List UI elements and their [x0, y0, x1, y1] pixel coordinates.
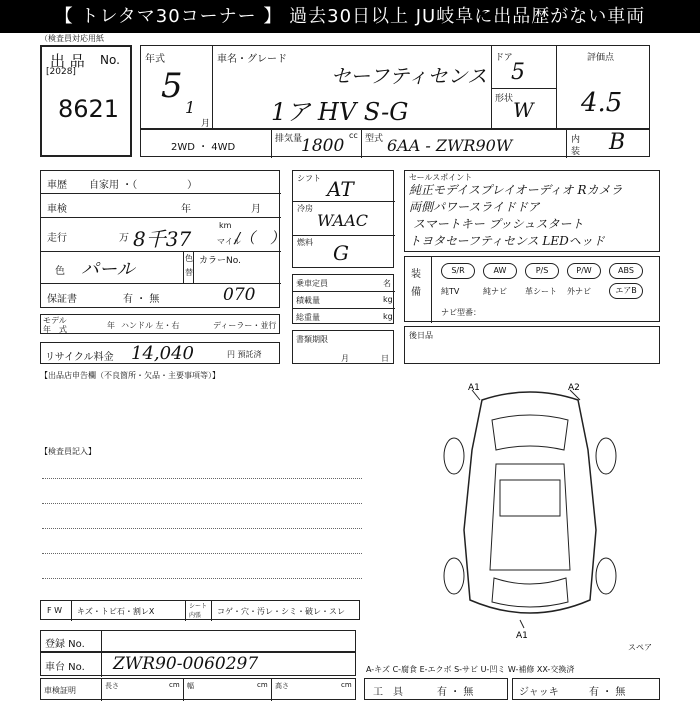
- inspection-label: 車検: [47, 204, 67, 215]
- interior-label-2: 装: [571, 147, 581, 157]
- history-label: 車歴: [47, 180, 67, 191]
- mileage-unit-mile: マイル: [217, 237, 241, 246]
- color-change-1: 色: [185, 254, 193, 263]
- shift-value: AT: [327, 177, 354, 201]
- type-label: 型式: [365, 134, 384, 144]
- rear-seat-label: 後日品: [409, 331, 433, 340]
- spec-row: [140, 129, 650, 157]
- year-label: 年式: [145, 54, 165, 65]
- model-year-handle: ハンドル 左・右: [121, 321, 180, 330]
- recycle-label: リサイクル料金: [45, 352, 114, 363]
- body-shape-value: W: [513, 98, 534, 122]
- model-year-row: [40, 314, 280, 334]
- color-value: パール: [81, 259, 135, 280]
- capacity-unit: 名: [383, 279, 391, 288]
- diagram-spare: スペア: [628, 643, 652, 652]
- sales-point-line-2: 両側パワースライドドア: [409, 200, 540, 214]
- jack-value: 有 ・ 無: [589, 687, 626, 698]
- sales-point: [404, 170, 660, 252]
- equip-airbag: エアB: [609, 283, 643, 299]
- displacement-value: 1800: [301, 136, 345, 156]
- lot-label: 出 品: [50, 52, 85, 70]
- diagram-a1-left: A1: [468, 383, 480, 393]
- mileage-man: 万: [119, 233, 129, 244]
- diagram-a1-bottom: A1: [516, 631, 528, 640]
- stain-items: コゲ・穴・汚レ・シミ・破レ・スレ: [217, 607, 345, 616]
- mileage-unit-km: km: [219, 221, 232, 230]
- model-label: 車名・グレード: [217, 54, 287, 65]
- color-no-value: 070: [223, 285, 256, 305]
- lot-number: 8621: [58, 95, 120, 123]
- recycle-unit: 円 預託済: [227, 350, 262, 359]
- dims-label: 車検証明: [44, 686, 76, 695]
- interior-label-1: 内: [571, 135, 581, 145]
- score-value: 4.5: [581, 88, 623, 118]
- sales-point-line-3: スマートキー プッシュスタート: [413, 217, 584, 231]
- gross-label: 総重量: [296, 313, 320, 322]
- sheet-label-2: 内張: [189, 612, 202, 619]
- doc-period-unit: 月: [341, 354, 349, 363]
- tools-label: 工 具: [373, 687, 403, 698]
- car-diagram: [420, 380, 640, 640]
- header-note: （検査員対応用紙: [40, 34, 104, 43]
- damage-row: [40, 600, 360, 620]
- fuel-value: G: [333, 241, 349, 265]
- model-grade: 1ア HV S-G: [271, 98, 409, 126]
- dims-l-unit: cm: [169, 681, 180, 689]
- registration-note: 【出品店申告欄（不良箇所・欠品・主要事項等）】: [40, 371, 220, 380]
- chassis-label: 車台 No.: [45, 662, 85, 673]
- lot-no-label: No.: [100, 53, 120, 67]
- load-label: 積載量: [296, 296, 320, 305]
- sales-point-line-4: トヨタセーフティセンス LEDヘッド: [409, 234, 605, 248]
- doc-period-day: 日: [381, 354, 389, 363]
- interior-value: B: [609, 130, 626, 155]
- capacity-label: 乗車定員: [296, 279, 328, 288]
- inspection-month: 月: [251, 204, 261, 215]
- recycle-value: 14,040: [131, 343, 194, 364]
- damage-legend: A-キズ C-腐食 E-エクボ S-サビ U-凹ミ W-補修 XX-交換済: [366, 665, 575, 674]
- sales-point-line-1: 純正モデイスプレイオーディオ Rカメラ: [409, 183, 623, 197]
- equip-ext-navi: 外ナビ: [567, 287, 591, 296]
- displacement-unit: cc: [349, 131, 358, 140]
- model-year-dealer: ディーラー・並行: [213, 321, 277, 330]
- fw-label: F W: [47, 606, 63, 615]
- chassis-row: [40, 652, 356, 676]
- equip-leather: 革シート: [525, 287, 557, 296]
- ac-value: WAAC: [317, 211, 368, 230]
- mileage-value: 8千37: [133, 227, 192, 251]
- equip-navi: 純ナビ: [483, 287, 507, 296]
- recycle-row: [40, 342, 280, 364]
- color-label: 色: [55, 266, 65, 277]
- year-value: 5: [161, 66, 183, 106]
- equip-pw: P/W: [567, 263, 601, 279]
- model-year-label-1: モデル: [43, 316, 67, 325]
- tools-box: [364, 678, 508, 700]
- damage-items: キズ・トビ石・割レX: [77, 607, 155, 616]
- doors-label: ドア: [495, 53, 513, 63]
- reg-no-row: [40, 630, 356, 652]
- rear-seat: [404, 326, 660, 364]
- dims-row: [40, 678, 356, 700]
- equip-abs: ABS: [609, 263, 643, 279]
- header-row: [140, 45, 650, 129]
- history-value: 自家用 ・（ ）: [89, 180, 198, 191]
- lot-stamp: [2028]: [46, 67, 76, 77]
- year-month: 1: [185, 98, 196, 117]
- warranty-label: 保証書: [47, 294, 77, 305]
- equip-ps: P/S: [525, 263, 559, 279]
- load-unit: kg: [383, 295, 393, 304]
- displacement-label: 排気量: [275, 134, 303, 144]
- drive-type: 2WD ・ 4WD: [171, 142, 236, 153]
- doors-value: 5: [511, 60, 525, 85]
- lot-box: [40, 45, 132, 157]
- chassis-value: ZWR90-0060297: [113, 654, 259, 674]
- doc-period: [292, 330, 394, 364]
- reg-no-label: 登録 No.: [45, 639, 85, 650]
- mid-table: [292, 170, 394, 268]
- color-change-2: 替: [185, 268, 193, 277]
- equip-sr: S/R: [441, 263, 475, 279]
- equipment-label-2: 備: [411, 287, 421, 298]
- dims-w-unit: cm: [257, 681, 268, 689]
- sales-point-label: セールスポイント: [409, 173, 473, 182]
- shift-label: シフト: [297, 174, 321, 183]
- color-no-label: カラーNo.: [199, 256, 241, 266]
- dims-h: 高さ: [275, 682, 289, 690]
- model-name: セーフティセンス: [331, 64, 487, 88]
- inspection-year: 年: [181, 204, 191, 215]
- dims-l: 長さ: [105, 682, 119, 690]
- equipment-label-1: 装: [411, 269, 421, 280]
- equipment: [404, 256, 660, 322]
- ac-label: 冷房: [297, 204, 313, 213]
- doc-period-label: 書類期限: [296, 335, 328, 344]
- jack-label: ジャッキ: [519, 687, 559, 698]
- jack-box: [512, 678, 660, 700]
- dims-w: 幅: [187, 682, 194, 690]
- inspector-note: 【検査員記入】: [40, 447, 96, 456]
- model-year-year: 年: [107, 321, 115, 330]
- sheet-label-1: シート: [189, 603, 208, 610]
- type-value: 6AA - ZWR90W: [387, 136, 513, 155]
- body-shape-label: 形状: [495, 94, 514, 104]
- page-banner: 【 トレタマ30コーナー 】 過去30日以上 JU岐阜に出品歴がない車両: [0, 0, 700, 33]
- dims-h-unit: cm: [341, 681, 352, 689]
- info-table: [40, 170, 286, 308]
- weight-table: [292, 274, 394, 324]
- year-month-unit: 月: [201, 119, 211, 129]
- model-year-label-2: 年 式: [43, 325, 67, 334]
- equip-tv: 純TV: [441, 287, 460, 296]
- mileage-label: 走行: [47, 233, 67, 244]
- tools-value: 有 ・ 無: [437, 687, 474, 698]
- equip-aw: AW: [483, 263, 517, 279]
- warranty-value: 有 ・ 無: [123, 294, 160, 305]
- diagram-a2: A2: [568, 383, 580, 393]
- score-label: 評価点: [587, 53, 615, 63]
- fuel-label: 燃料: [297, 238, 313, 247]
- navi-label: ナビ型番：: [441, 308, 481, 317]
- gross-unit: kg: [383, 312, 393, 321]
- mileage-paren: /（ ）: [235, 229, 286, 247]
